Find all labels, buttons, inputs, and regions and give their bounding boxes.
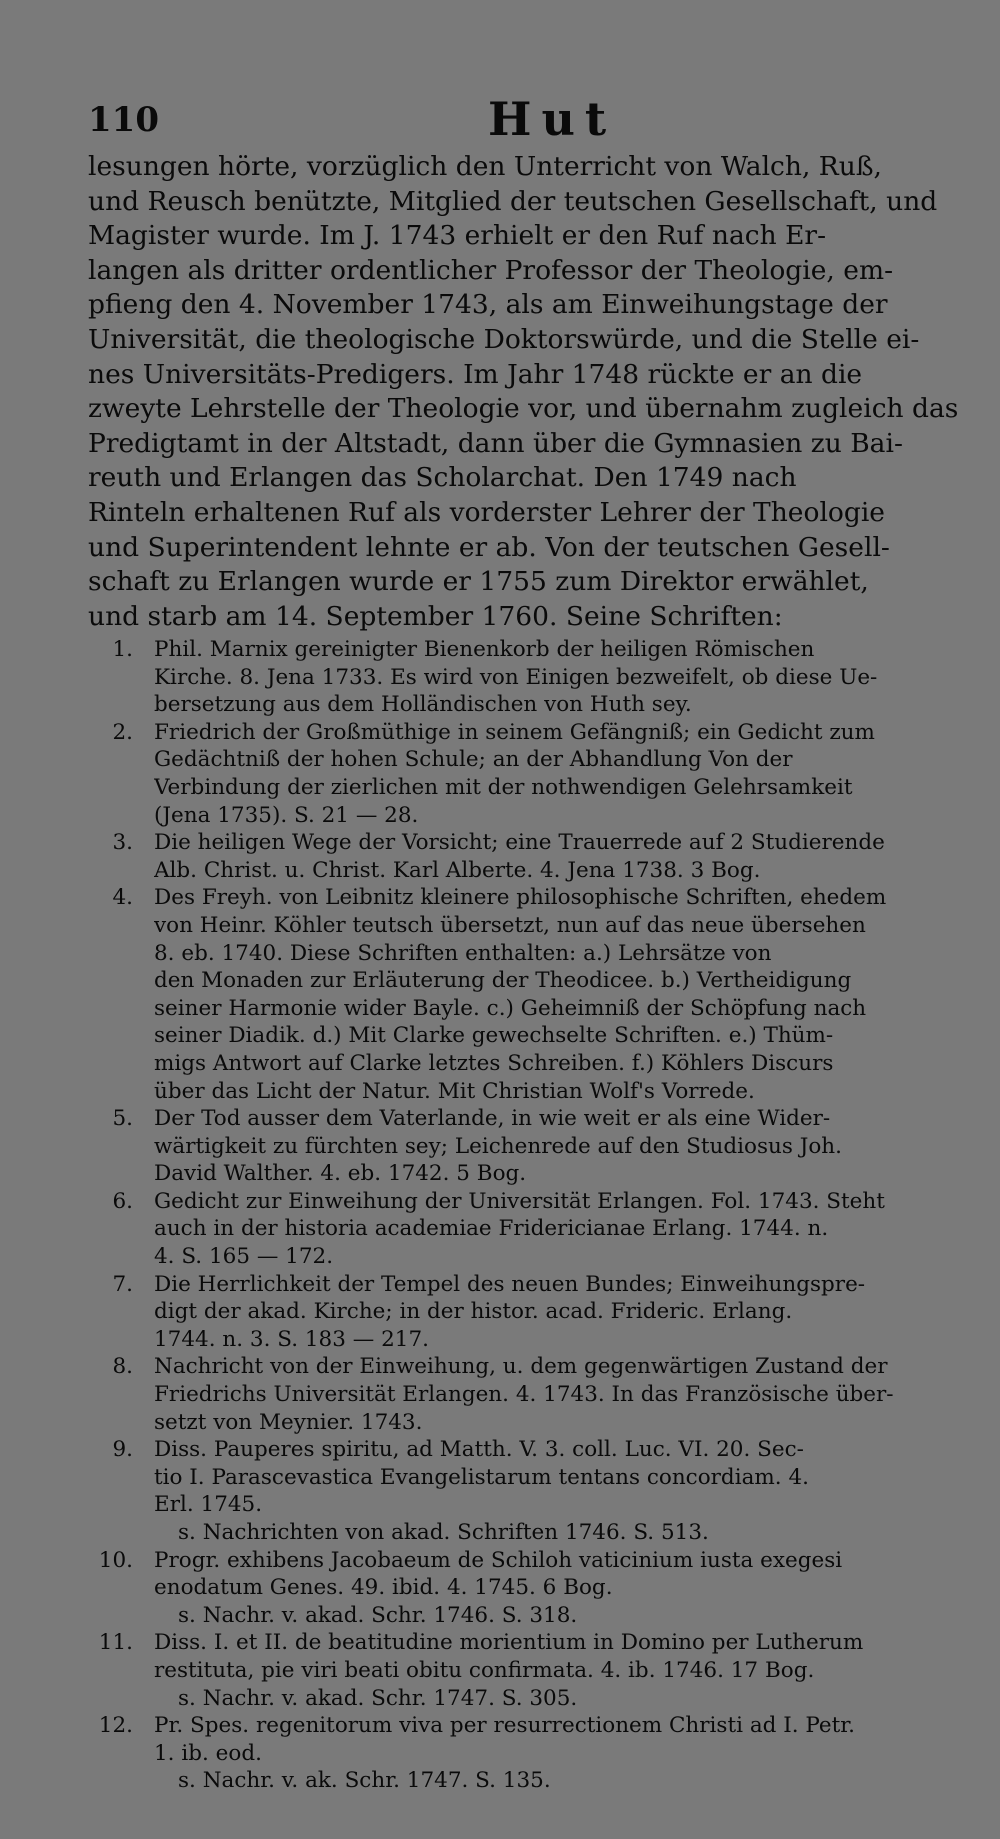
work-text [154,1436,973,1519]
text-line: Universität, die theologische Doktorswürde, und die Stelle ei- [88,323,920,355]
running-head: Hut [488,92,617,146]
work-text-line: enodatum Genes. 49. ibid. 4. 1745. 6 Bog. [154,1575,613,1601]
work-number: 12. [98,1713,133,1739]
work-number: 1. [112,637,133,662]
works-list [88,636,973,1795]
work-text-line: den Monaden zur Erläuterung der Theodicee. b.) Vertheidigung [154,968,852,994]
work-entry [88,1547,973,1602]
work-text-line: seiner Harmonie wider Bayle. c.) Geheimniß der Schöpfung nach [154,995,867,1021]
work-entry [88,1436,973,1519]
work-text [154,1629,973,1684]
work-entry [88,1712,973,1767]
work-text-line: wärtigkeit zu fürchten sey; Leichenrede auf den Studiosus Joh. [154,1133,842,1159]
work-number: 8. [112,1354,133,1380]
work-number: 2. [112,719,133,745]
text-line: lesungen hörte, vorzüglich den Unterricht von Walch, Ruß, [88,151,882,182]
work-text-line: Der Tod ausser dem Vaterlande, in wie weit er als eine Wider- [154,1106,831,1132]
work-entry [88,636,973,719]
work-entry [88,1271,973,1354]
review-reference: s. Nachr. v. akad. Schr. 1746. S. 318. [178,1602,578,1628]
work-text [154,1188,973,1271]
work-number: 4. [112,885,133,911]
body-paragraph [88,150,968,634]
work-text-line: 1744. n. 3. S. 183 — 217. [154,1326,429,1352]
work-number: 7. [112,1271,133,1297]
work-text-line: 1. ib. eod. [154,1740,262,1766]
work-entry [88,1105,973,1188]
work-entry [88,1629,973,1684]
work-text-line: Die heiligen Wege der Vorsicht; eine Trauerrede auf 2 Studierende [154,830,885,856]
work-text-line: digt der akad. Kirche; in der histor. acad. Frideric. Erlang. [154,1299,793,1325]
work-text-line: tio I. Parascevastica Evangelistarum tentans concordiam. 4. [154,1464,809,1490]
work-text [154,719,973,829]
work-text-line: Kirche. 8. Jena 1733. Es wird von Einigen bezweifelt, ob diese Ue- [154,664,878,690]
text-line: zweyte Lehrstelle der Theologie vor, und übernahm zugleich das [88,393,959,425]
work-text-line: migs Antwort auf Clarke letztes Schreiben. f.) Köhlers Discurs [154,1050,834,1076]
work-text-line: Des Freyh. von Leibnitz kleinere philosophische Schriften, ehedem [154,885,887,911]
text-line: Predigtamt in der Altstadt, dann über die Gymnasien zu Bai- [88,427,903,459]
work-text-line: Erl. 1745. [154,1492,263,1518]
work-text [154,1105,973,1188]
work-text-line: setzt von Meynier. 1743. [154,1409,423,1435]
work-number: 5. [112,1106,133,1132]
work-text [154,636,973,719]
text-line: Magister wurde. Im J. 1743 erhielt er den Ruf nach Er- [88,220,827,252]
work-text-line: Progr. exhibens Jacobaeum de Schiloh vaticinium iusta exegesi [154,1547,843,1573]
work-text-line: Gedicht zur Einweihung der Universität Erlangen. Fol. 1743. Steht [154,1188,885,1214]
text-line: und Reusch benützte, Mitglied der teutschen Gesellschaft, und [88,185,938,217]
work-text-line: seiner Diadik. d.) Mit Clarke gewechselte Schriften. e.) Thüm- [154,1023,834,1049]
work-entry [88,884,973,1105]
work-text-line: 8. eb. 1740. Diese Schriften enthalten: a.) Lehrsätze von [154,940,772,966]
work-text-line: Die Herrlichkeit der Tempel des neuen Bundes; Einweihungspre- [154,1271,866,1297]
work-number: 9. [112,1437,133,1463]
work-text-line: Phil. Marnix gereinigter Bienenkorb der heiligen Römischen [154,637,815,662]
work-text-line: Friedrich der Großmüthige in seinem Gefängniß; ein Gedicht zum [154,719,875,745]
work-text-line: Nachricht von der Einweihung, u. dem gegenwärtigen Zustand der [154,1354,888,1380]
work-number: 3. [112,830,133,856]
text-line: pfieng den 4. November 1743, als am Einweihungstage der [88,289,888,321]
work-text [154,829,973,884]
text-line: Rinteln erhaltenen Ruf als vorderster Lehrer der Theologie [88,496,885,528]
work-text-line: (Jena 1735). S. 21 — 28. [154,802,419,828]
work-text [154,884,973,1105]
text-line: langen als dritter ordentlicher Professor der Theologie, em- [88,254,894,286]
work-text [154,1271,973,1354]
work-number: 6. [112,1188,133,1214]
text-line: und Superintendent lehnte er ab. Von der teutschen Gesell- [88,531,890,563]
work-text-line: David Walther. 4. eb. 1742. 5 Bog. [154,1161,527,1187]
work-text-line: von Heinr. Köhler teutsch übersetzt, nun auf das neue übersehen [154,912,866,938]
text-line: schaft zu Erlangen wurde er 1755 zum Direktor erwählet, [88,566,869,598]
work-text-line: auch in der historia academiae Fridericianae Erlang. 1744. n. [154,1216,829,1242]
work-number: 10. [98,1547,133,1573]
text-line: und starb am 14. September 1760. Seine Schriften: [88,600,783,632]
review-reference: s. Nachr. v. akad. Schr. 1747. S. 305. [178,1685,578,1711]
work-text [154,1547,973,1602]
work-text-line: restituta, pie viri beati obitu confirmata. 4. ib. 1746. 17 Bog. [154,1657,815,1683]
work-number: 11. [98,1630,133,1656]
work-entry [88,1353,973,1436]
work-text-line: Alb. Christ. u. Christ. Karl Alberte. 4. Jena 1738. 3 Bog. [154,857,761,883]
work-text-line: Friedrichs Universität Erlangen. 4. 1743. In das Französische über- [154,1382,894,1408]
work-text-line: Gedächtniß der hohen Schule; an der Abhandlung Von der [154,747,793,773]
review-reference: s. Nachr. v. ak. Schr. 1747. S. 135. [178,1768,551,1794]
text-line: reuth und Erlangen das Scholarchat. Den 1749 nach [88,462,797,494]
page-number: 110 [88,100,159,140]
work-text-line: Pr. Spes. regenitorum viva per resurrectionem Christi ad I. Petr. [154,1713,856,1739]
work-text-line: Diss. Pauperes spiritu, ad Matth. V. 3. coll. Luc. VI. 20. Sec- [154,1437,804,1463]
work-entry [88,719,973,829]
work-entry [88,829,973,884]
text-line: nes Universitäts-Predigers. Im Jahr 1748 rückte er an die [88,358,863,390]
work-text-line: bersetzung aus dem Holländischen von Huth sey. [154,692,692,718]
work-entry [88,1188,973,1271]
work-text-line: über das Licht der Natur. Mit Christian Wolf's Vorrede. [154,1078,755,1104]
work-text [154,1353,973,1436]
work-text [154,1712,973,1767]
work-text-line: Diss. I. et II. de beatitudine morientium in Domino per Lutherum [154,1630,864,1656]
work-text-line: 4. S. 165 — 172. [154,1244,334,1270]
review-reference: s. Nachrichten von akad. Schriften 1746. S. 513. [178,1520,709,1545]
work-text-line: Verbindung der zierlichen mit der nothwendigen Gelehrsamkeit [154,774,853,800]
